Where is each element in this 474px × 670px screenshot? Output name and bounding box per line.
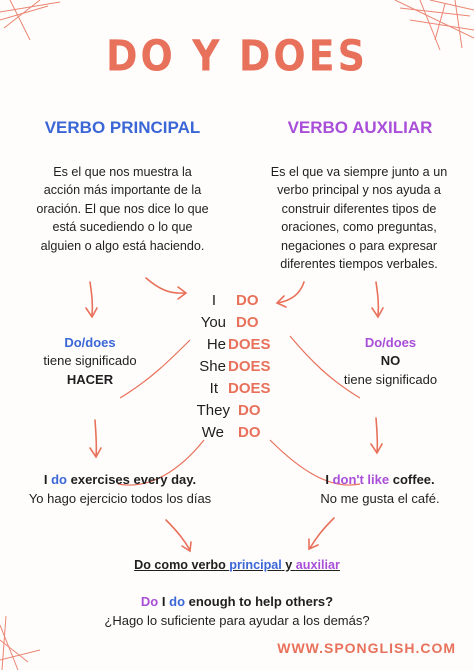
meaning-text: tiene significado (43, 353, 137, 369)
text-line: Es el que va siempre junto a un (270, 165, 448, 179)
combined-heading (0, 558, 474, 572)
page-title: DO Y DOES (106, 31, 368, 81)
example-translation: No me gusta el café. (320, 491, 440, 506)
text-line: oraciones, como preguntas, (281, 220, 437, 235)
example-translation: ¿Hago lo suficiente para ayudar a los demás? (104, 613, 370, 628)
text-line: está sucediendo o lo que (52, 220, 193, 235)
heading-part: Do como verbo (134, 558, 230, 572)
example-sentence (0, 470, 240, 489)
meaning-label: Do/does (364, 335, 417, 350)
main-do: do (169, 594, 186, 609)
heading-principal: principal (229, 558, 282, 572)
pronoun: It (209, 380, 218, 397)
heading-verbo-auxiliar: VERBO AUXILIAR (287, 118, 433, 137)
example-rest: coffee. (392, 472, 435, 487)
pronoun: You (200, 314, 226, 331)
pronoun: He (206, 336, 226, 353)
heading-verbo-principal: VERBO PRINCIPAL (44, 118, 201, 137)
verb-form: DO (236, 314, 259, 331)
meaning-text: tiene significado (343, 371, 438, 387)
principal-description (20, 163, 225, 255)
arrow-icon (166, 520, 191, 551)
text-line: diferentes tiempos verbales. (280, 257, 438, 272)
verb-form: DOES (228, 336, 271, 353)
example-verb: do (51, 472, 67, 487)
meaning-label: Do/does (64, 335, 116, 350)
arrow-icon (371, 418, 382, 453)
heading-part: y (281, 558, 296, 572)
text-line: oración. El que nos dice lo que (36, 201, 209, 216)
text-line: verbo principal y nos ayuda a (277, 183, 441, 198)
text-line: alguien o algo está haciendo. (40, 238, 205, 253)
verb-form: DOES (228, 358, 271, 375)
auxiliar-description (246, 163, 472, 273)
pronoun: They (196, 402, 230, 419)
example-sentence (0, 592, 474, 611)
text-line: negaciones o para expresar (280, 238, 438, 253)
arrow-icon (309, 518, 334, 549)
meaning-emphasis: HACER (66, 371, 114, 387)
website-link[interactable]: WWW.SPONGLISH.COM (277, 640, 456, 656)
text-line: Es el que nos muestra la (53, 165, 192, 179)
arrow-icon (90, 420, 101, 457)
meaning-emphasis: NO (380, 353, 401, 369)
verb-form: DO (238, 424, 261, 441)
example-subject: I (161, 594, 166, 609)
combined-example (0, 592, 474, 630)
pronoun: We (201, 424, 224, 441)
principal-meaning (15, 334, 165, 389)
pronoun: She (199, 358, 226, 375)
text-line: acción más importante de la (43, 183, 202, 198)
auxiliar-meaning (318, 334, 463, 389)
arrow-icon (86, 282, 97, 317)
auxiliar-example (290, 470, 470, 508)
principal-example (0, 470, 240, 508)
example-rest: exercises every day. (70, 472, 197, 487)
verb-form: DO (236, 292, 259, 309)
example-subject: I (43, 472, 48, 487)
heading-auxiliar: auxiliar (295, 558, 340, 572)
arrow-icon (372, 282, 383, 317)
verb-form: DO (238, 402, 261, 419)
example-rest: enough to help others? (188, 594, 334, 609)
example-subject: I (325, 472, 329, 487)
verb-form: DOES (228, 380, 271, 397)
example-verb: don't like (332, 472, 390, 487)
example-sentence (290, 470, 470, 489)
aux-do: Do (140, 594, 159, 609)
example-translation: Yo hago ejercicio todos los días (28, 491, 212, 506)
pronoun: I (211, 292, 216, 309)
text-line: construir diferentes tipos de (281, 201, 437, 216)
